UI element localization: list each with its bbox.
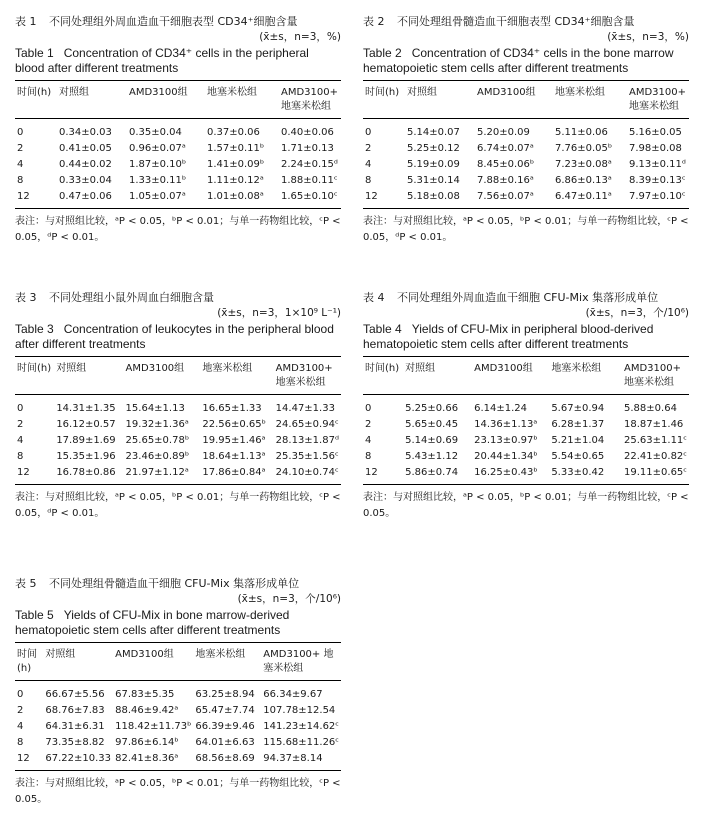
table-row [15, 719, 341, 735]
table-row [363, 417, 689, 433]
table-cell: 5.21±1.04 [551, 435, 605, 446]
table-cell: 0.35±0.04 [129, 127, 182, 138]
column-header: 对照组 [407, 87, 437, 98]
table-caption-cn: 不同处理组外周血造血干细胞 CFU-Mix 集落形成单位 [397, 291, 659, 304]
table-cell: 0.41±0.05 [59, 143, 112, 154]
data-table [363, 80, 689, 209]
table-caption-en: Concentration of CD34⁺ cells in the bone marrow hematopoietic stem cells after different treatments [363, 46, 674, 75]
table-cell: 1.87±0.10ᵇ [129, 159, 187, 170]
table-cell: 28.13±1.87ᵈ [275, 435, 339, 446]
table-cell: 0 [365, 403, 372, 414]
table-cell: 8 [17, 175, 24, 186]
table-cell: 5.65±0.45 [405, 419, 459, 430]
table-row [363, 119, 689, 142]
column-header: AMD3100组 [474, 363, 533, 374]
table-row [15, 157, 341, 173]
table-footnote: 表注：与对照组比较，ᵃP < 0.05，ᵇP < 0.01；与单一药物组比较，ᶜP < 0.05，ᵈP < 0.01。 [15, 216, 341, 243]
table-cell: 19.11±0.65ᶜ [624, 467, 687, 478]
table-cell: 5.25±0.12 [407, 143, 460, 154]
table-row [15, 465, 341, 485]
table-cell: 8 [17, 737, 24, 748]
table-stats-note: (x̄±s，n=3，%) [607, 31, 689, 43]
table-cell: 7.98±0.08 [629, 143, 682, 154]
table-block-5 [15, 576, 341, 808]
table-title-en [363, 46, 689, 76]
table-cell: 82.41±8.36ᵃ [115, 753, 179, 764]
table-cell: 64.31±6.31 [45, 721, 105, 732]
table-number-cn: 表 2 [363, 15, 385, 28]
table-title-en [15, 322, 341, 352]
table-stats-note: (x̄±s，n=3，个/10⁶) [237, 593, 341, 605]
table-title-cn [363, 14, 689, 29]
table-cell: 0.33±0.04 [59, 175, 112, 186]
table-cell: 25.65±0.78ᵇ [125, 435, 190, 446]
table-cell: 0.44±0.02 [59, 159, 112, 170]
table-cell: 1.33±0.11ᵇ [129, 175, 187, 186]
table-cell: 17.89±1.69 [56, 435, 116, 446]
header-row [363, 357, 689, 395]
table-cell: 16.65±1.33 [202, 403, 262, 414]
table-number-cn: 表 4 [363, 291, 385, 304]
column-header: 时间(h) [365, 363, 400, 374]
table-cell: 18.64±1.13ᵃ [202, 451, 266, 462]
table-row [15, 173, 341, 189]
table-row [15, 449, 341, 465]
table-cell: 12 [17, 753, 30, 764]
table-title-en [15, 608, 341, 638]
table-cell: 1.71±0.13 [281, 143, 334, 154]
table-row [15, 681, 341, 704]
table-row [363, 449, 689, 465]
table-cell: 0 [17, 689, 24, 700]
table-cell: 66.67±5.56 [45, 689, 105, 700]
table-number-en: Table 1 [15, 46, 54, 60]
table-cell: 25.63±1.11ᶜ [624, 435, 687, 446]
table-title-cn [15, 14, 341, 29]
header-row [363, 81, 689, 119]
table-caption-en: Concentration of leukocytes in the peripheral blood after different treatments [15, 322, 334, 351]
table-cell: 107.78±12.54 [263, 705, 336, 716]
column-header: AMD3100组 [115, 649, 174, 660]
table-cell: 0.40±0.06 [281, 127, 334, 138]
table-cell: 24.65±0.94ᶜ [275, 419, 339, 430]
table-cell: 2 [365, 419, 372, 430]
table-cell: 23.13±0.97ᵇ [474, 435, 538, 446]
table-row [15, 395, 341, 418]
table-caption-cn: 不同处理组外周血造血干细胞表型 CD34⁺细胞含量 [49, 15, 298, 28]
table-cell: 0 [365, 127, 372, 138]
table-cell: 66.34±9.67 [263, 689, 323, 700]
data-table [15, 642, 341, 771]
table-cell: 8.39±0.13ᶜ [629, 175, 686, 186]
table-cell: 6.74±0.07ᵃ [477, 143, 534, 154]
header-row [15, 643, 341, 681]
table-cell: 65.47±7.74 [195, 705, 255, 716]
table-cell: 1.65±0.10ᶜ [281, 191, 338, 202]
table-cell: 19.32±1.36ᵃ [125, 419, 189, 430]
table-caption-en: Yields of CFU-Mix in peripheral blood-derived hematopoietic stem cells after different treatments [363, 322, 654, 351]
table-number-en: Table 2 [363, 46, 402, 60]
table-cell: 141.23±14.62ᶜ [263, 721, 339, 732]
table-cell: 0.34±0.03 [59, 127, 112, 138]
table-cell: 4 [17, 159, 24, 170]
table-cell: 2 [365, 143, 372, 154]
table-title-cn [363, 290, 689, 305]
table-cell: 67.22±10.33 [45, 753, 111, 764]
table-cell: 4 [365, 159, 372, 170]
table-cell: 5.11±0.06 [555, 127, 608, 138]
table-cell: 2 [17, 705, 24, 716]
table-row [15, 417, 341, 433]
table-footnote: 表注：与对照组比较，ᵃP < 0.05，ᵇP < 0.01；与单一药物组比较，ᶜP < 0.05。 [15, 778, 341, 805]
table-cell: 24.10±0.74ᶜ [275, 467, 339, 478]
table-cell: 5.86±0.74 [405, 467, 459, 478]
table-cell: 18.87±1.46 [624, 419, 684, 430]
table-cell: 20.44±1.34ᵇ [474, 451, 538, 462]
table-cell: 2 [17, 143, 24, 154]
data-table [15, 356, 341, 485]
column-header: AMD3100组 [129, 87, 188, 98]
table-cell: 23.46±0.89ᵇ [125, 451, 190, 462]
column-header: 地塞米松组 [195, 649, 246, 660]
table-cell: 5.67±0.94 [551, 403, 605, 414]
table-cell: 5.31±0.14 [407, 175, 460, 186]
table-cell: 88.46±9.42ᵃ [115, 705, 179, 716]
table-cell: 15.35±1.96 [56, 451, 116, 462]
table-cell: 73.35±8.82 [45, 737, 105, 748]
table-cell: 7.97±0.10ᶜ [629, 191, 686, 202]
column-header: 时间(h) [17, 87, 52, 98]
table-cell: 16.25±0.43ᵇ [474, 467, 538, 478]
table-footnote: 表注：与对照组比较，ᵃP < 0.05，ᵇP < 0.01；与单一药物组比较，ᶜP < 0.05。 [363, 492, 689, 519]
table-cell: 5.18±0.08 [407, 191, 460, 202]
table-cell: 6.47±0.11ᵃ [555, 191, 612, 202]
table-block-1 [15, 14, 341, 246]
table-stats-note: (x̄±s，n=3，1×10⁹ L⁻¹) [217, 307, 341, 319]
column-header: AMD3100+ 地塞米松组 [263, 649, 334, 674]
table-row [15, 751, 341, 771]
table-cell: 0.47±0.06 [59, 191, 112, 202]
table-cell: 0.96±0.07ᵃ [129, 143, 186, 154]
column-header: 对照组 [45, 649, 76, 660]
table-cell: 8 [365, 175, 372, 186]
table-cell: 68.56±8.69 [195, 753, 255, 764]
column-header: 地塞米松组 [551, 363, 602, 374]
table-cell: 2.24±0.15ᵈ [281, 159, 338, 170]
column-header: 地塞米松组 [207, 87, 257, 98]
table-cell: 2 [17, 419, 24, 430]
table-row [15, 735, 341, 751]
column-header: AMD3100+ 地塞米松组 [624, 363, 682, 388]
table-caption-cn: 不同处理组骨髓造血干细胞 CFU-Mix 集落形成单位 [49, 577, 300, 590]
table-cell: 19.95±1.46ᵃ [202, 435, 266, 446]
table-row [15, 433, 341, 449]
table-row [363, 173, 689, 189]
table-cell: 17.86±0.84ᵃ [202, 467, 266, 478]
column-header: 时间(h) [17, 363, 52, 374]
table-row [15, 189, 341, 209]
table-cell: 0.37±0.06 [207, 127, 260, 138]
table-cell: 14.31±1.35 [56, 403, 116, 414]
table-cell: 4 [365, 435, 372, 446]
table-cell: 5.25±0.66 [405, 403, 459, 414]
table-cell: 1.57±0.11ᵇ [207, 143, 265, 154]
table-cell: 63.25±8.94 [195, 689, 255, 700]
table-block-4 [363, 290, 689, 522]
table-cell: 6.86±0.13ᵃ [555, 175, 612, 186]
table-cell: 68.76±7.83 [45, 705, 105, 716]
table-cell: 1.41±0.09ᵇ [207, 159, 265, 170]
table-cell: 5.88±0.64 [624, 403, 677, 414]
table-cell: 22.56±0.65ᵇ [202, 419, 266, 430]
table-cell: 12 [365, 467, 378, 478]
column-header: AMD3100+ 地塞米松组 [281, 87, 338, 112]
table-cell: 1.88±0.11ᶜ [281, 175, 338, 186]
table-cell: 0 [17, 127, 24, 138]
table-cell: 12 [17, 191, 30, 202]
table-cell: 5.33±0.42 [551, 467, 605, 478]
table-cell: 94.37±8.14 [263, 753, 323, 764]
table-row [15, 141, 341, 157]
table-cell: 12 [17, 467, 30, 478]
table-footnote: 表注：与对照组比较，ᵃP < 0.05，ᵇP < 0.01；与单一药物组比较，ᶜP < 0.05，ᵈP < 0.01。 [15, 492, 341, 519]
table-cell: 4 [17, 435, 24, 446]
table-number-en: Table 5 [15, 608, 54, 622]
table-stats-note: (x̄±s，n=3，个/10⁶) [585, 307, 689, 319]
table-number-en: Table 4 [363, 322, 402, 336]
table-cell: 14.36±1.13ᵃ [474, 419, 538, 430]
table-cell: 5.14±0.07 [407, 127, 460, 138]
table-caption-en: Yields of CFU-Mix in bone marrow-derived hematopoietic stem cells after different treatments [15, 608, 290, 637]
column-header: AMD3100组 [477, 87, 536, 98]
table-cell: 5.19±0.09 [407, 159, 460, 170]
table-cell: 5.14±0.69 [405, 435, 459, 446]
table-caption-en: Concentration of CD34⁺ cells in the peripheral blood after different treatments [15, 46, 309, 75]
header-row [15, 81, 341, 119]
table-cell: 5.43±1.12 [405, 451, 459, 462]
table-title-en [15, 46, 341, 76]
table-cell: 0 [17, 403, 24, 414]
table-footnote: 表注：与对照组比较，ᵃP < 0.05，ᵇP < 0.01；与单一药物组比较，ᶜP < 0.05，ᵈP < 0.01。 [363, 216, 689, 243]
column-header: 时间(h) [17, 649, 37, 674]
table-row [363, 395, 689, 418]
column-header: 对照组 [56, 363, 87, 374]
table-row [15, 119, 341, 142]
table-cell: 7.76±0.05ᵇ [555, 143, 613, 154]
table-number-en: Table 3 [15, 322, 54, 336]
table-cell: 5.20±0.09 [477, 127, 530, 138]
data-table [363, 356, 689, 485]
header-row [15, 357, 341, 395]
column-header: 地塞米松组 [555, 87, 605, 98]
table-cell: 1.01±0.08ᵃ [207, 191, 264, 202]
table-cell: 16.78±0.86 [56, 467, 116, 478]
table-cell: 7.88±0.16ᵃ [477, 175, 534, 186]
table-cell: 64.01±6.63 [195, 737, 255, 748]
table-cell: 8.45±0.06ᵇ [477, 159, 535, 170]
table-row [363, 157, 689, 173]
table-cell: 9.13±0.11ᵈ [629, 159, 686, 170]
table-cell: 15.64±1.13 [125, 403, 185, 414]
table-caption-cn: 不同处理组小鼠外周血白细胞含量 [49, 291, 214, 304]
column-header: AMD3100组 [125, 363, 185, 374]
table-title-en [363, 322, 689, 352]
column-header: 对照组 [59, 87, 89, 98]
table-title-cn [15, 290, 341, 305]
table-cell: 66.39±9.46 [195, 721, 255, 732]
table-cell: 115.68±11.26ᶜ [263, 737, 339, 748]
table-cell: 118.42±11.73ᵇ [115, 721, 192, 732]
data-table [15, 80, 341, 209]
table-cell: 97.86±6.14ᵇ [115, 737, 179, 748]
table-cell: 16.12±0.57 [56, 419, 116, 430]
table-cell: 8 [17, 451, 24, 462]
table-title-cn [15, 576, 341, 591]
table-number-cn: 表 1 [15, 15, 37, 28]
column-header: 地塞米松组 [202, 363, 253, 374]
table-cell: 1.05±0.07ᵃ [129, 191, 186, 202]
table-cell: 67.83±5.35 [115, 689, 175, 700]
table-cell: 4 [17, 721, 24, 732]
table-cell: 7.56±0.07ᵃ [477, 191, 534, 202]
table-number-cn: 表 5 [15, 577, 37, 590]
table-block-2 [363, 14, 689, 246]
table-cell: 1.11±0.12ᵃ [207, 175, 264, 186]
table-caption-cn: 不同处理组骨髓造血干细胞表型 CD34⁺细胞含量 [397, 15, 635, 28]
column-header: AMD3100+ 地塞米松组 [629, 87, 686, 112]
table-cell: 5.16±0.05 [629, 127, 682, 138]
table-cell: 14.47±1.33 [275, 403, 335, 414]
table-row [363, 433, 689, 449]
table-cell: 25.35±1.56ᶜ [275, 451, 339, 462]
table-row [363, 465, 689, 485]
table-cell: 6.14±1.24 [474, 403, 528, 414]
table-cell: 7.23±0.08ᵃ [555, 159, 612, 170]
table-row [15, 703, 341, 719]
table-cell: 6.28±1.37 [551, 419, 605, 430]
table-cell: 22.41±0.82ᶜ [624, 451, 687, 462]
table-row [363, 189, 689, 209]
column-header: 时间(h) [365, 87, 400, 98]
table-cell: 5.54±0.65 [551, 451, 605, 462]
table-stats-note: (x̄±s，n=3，%) [259, 31, 341, 43]
column-header: 对照组 [405, 363, 436, 374]
table-cell: 12 [365, 191, 378, 202]
table-cell: 21.97±1.12ᵃ [125, 467, 189, 478]
column-header: AMD3100+ 地塞米松组 [275, 363, 333, 388]
table-block-3 [15, 290, 341, 522]
table-row [363, 141, 689, 157]
table-number-cn: 表 3 [15, 291, 37, 304]
table-cell: 8 [365, 451, 372, 462]
